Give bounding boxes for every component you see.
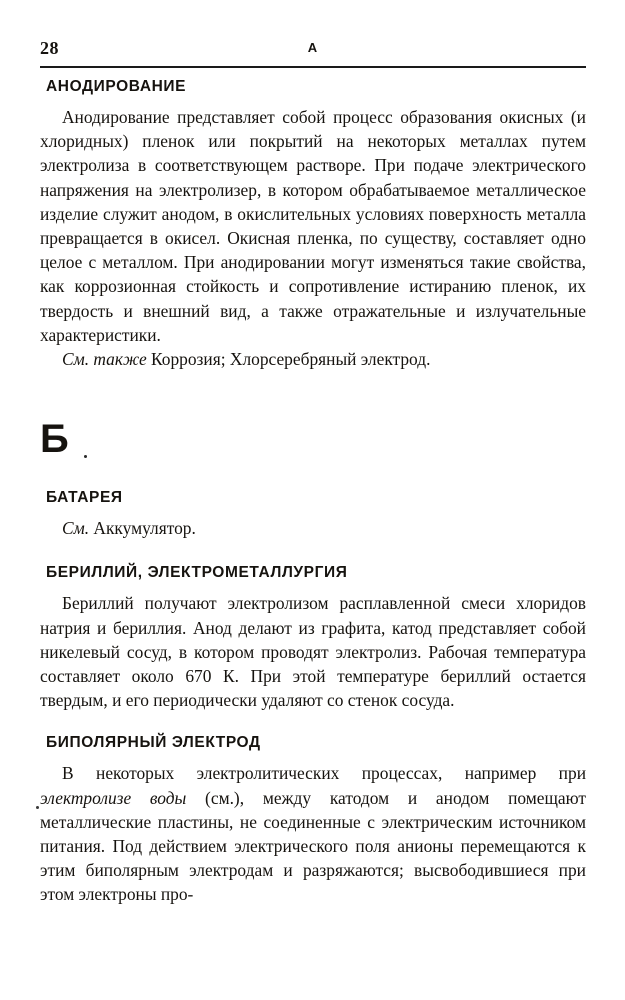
entry-title-berilliy: БЕРИЛЛИЙ, ЭЛЕКТРОМЕТАЛЛУРГИЯ <box>46 564 348 582</box>
body-part-1: В некоторых электролитических процессах, например при <box>62 763 586 784</box>
entry-body-bipolyarnyy-elektrod <box>40 761 586 906</box>
running-head: А <box>307 40 318 55</box>
entry-body-anodirovanie: Анодирование представляет собой процесс образования окисных (и хлоридных) пленок или покрытий на некоторых металлах путем электролиза в соответствующем растворе. При подаче электрического напряжения на электролизер, в котором обрабатываемое металлическое изделие служит анодом, в окислительных условиях поверхность металла превращается в окисел. Окисная пленка, по существу, составляет одно целое с металлом. При анодировании могут изменяться такие свойства, как коррозионная стойкость и сопротивление истиранию пленок, их твердость и внешний вид, а также отражательные и излучательные характеристики. <box>40 107 586 345</box>
spacer-after-section-letter <box>40 461 586 489</box>
spacer-before-beryllium <box>40 540 586 564</box>
page-number: 28 <box>40 38 59 58</box>
entry-title-anodirovanie: АНОДИРОВАНИЕ <box>46 78 187 95</box>
ink-mark <box>84 455 87 458</box>
entry-cross-reference-anodirovanie <box>40 347 586 371</box>
entry-title-bipolyarnyy-elektrod: БИПОЛЯРНЫЙ ЭЛЕКТРОД <box>46 734 261 752</box>
see-text: Аккумулятор. <box>93 518 196 539</box>
spacer-before-bipolar <box>40 712 586 734</box>
entry-title-batareya: БАТАРЕЯ <box>46 489 123 507</box>
page-content <box>40 78 586 907</box>
see-also-text: Коррозия; Хлорсеребряный электрод. <box>151 349 431 370</box>
body-italic-term: электролизе воды <box>40 787 187 808</box>
see-also-label: См. также <box>62 349 147 370</box>
entry-body-berilliy: Бериллий получают электролизом расплавленной смеси хлоридов натрия и бериллия. Анод делают из графита, катод представляет собой никелевый сосуд, в котором проводят электролиз. Рабочая температура составляет около 670 К. При этой температуре бериллий остается твердым, и его периодически удаляют со стенок сосуда. <box>40 593 586 711</box>
entry-bipolyarnyy-elektrod <box>40 734 586 906</box>
entry-batareya <box>40 489 586 540</box>
see-label: См. <box>62 518 90 539</box>
entry-cross-reference-batareya <box>40 516 586 540</box>
section-letter-b: Б <box>40 417 69 462</box>
body-part-2: (см.), между катодом и анодом помещают металлические пластины, не соединенные с электрическим источником питания. Под действием электрического поля анионы перемещаются к этим биполярным электродам и разряжаются; высвободившиеся при этом электроны про- <box>40 787 586 905</box>
page-header <box>40 38 585 62</box>
entry-anodirovanie <box>40 78 586 371</box>
header-rule <box>40 66 586 68</box>
spacer-before-section-letter <box>40 371 586 417</box>
entry-berilliy <box>40 564 586 712</box>
margin-ink-mark <box>36 806 39 809</box>
